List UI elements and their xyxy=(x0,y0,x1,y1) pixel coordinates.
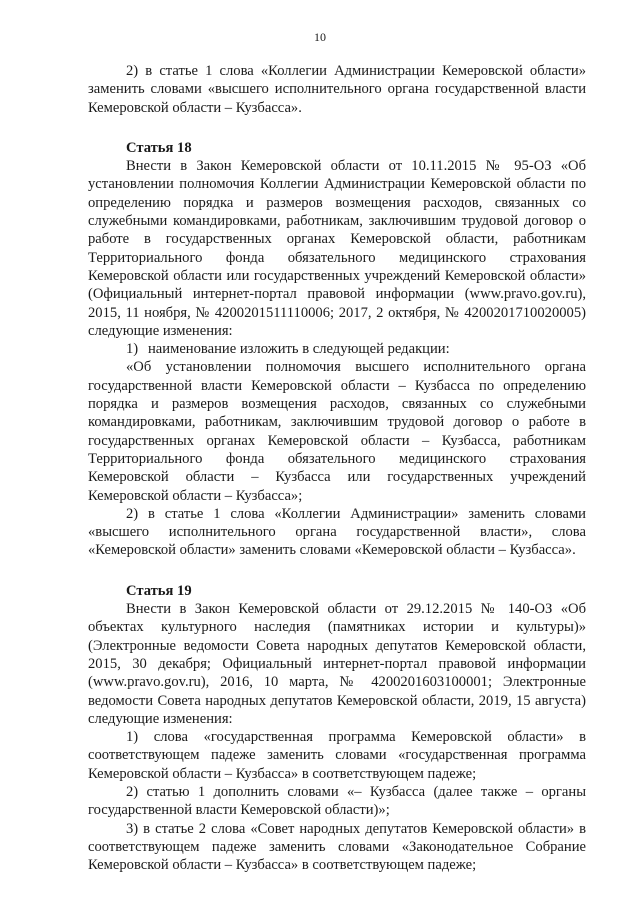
article-18-intro: Внести в Закон Кемеровской области от 10.11.2015 № 95-ОЗ «Об установлении полномочия Коллегии Администрации Кемеровской области по определению порядка и размеров возмещения расходов, связанных со служебными командировками, работникам, заключившим трудовой договор о работе в государственных органах Кемеровской области, работникам Территориального фонда обязательного медицинского страхования Кемеровской области или государственных учреждений Кемеровской области» (Официальный интернет-портал правовой информации (www.pravo.gov.ru), 2015, 11 ноября, № 4200201511110006; 2017, 2 октября, № 4200201710020005) следующие изменения: xyxy=(88,158,586,339)
article-18-heading: Статья 18 xyxy=(126,139,192,156)
article-18-quote: «Об установлении полномочия высшего исполнительного органа государственной власти Кемеровской области – Кузбасса по определению порядка и размеров возмещения расходов, связанных со служебными командировками, работникам, заключившим трудовой договор о работе в государственных органах Кемеровской области – Кузбасса, работникам Территориального фонда обязательного медицинского страхования Кемеровской области – Кузбасса или государственных учреждений Кемеровской области – Кузбасса»; xyxy=(88,359,586,504)
article-19-intro: Внести в Закон Кемеровской области от 29.12.2015 № 140-ОЗ «Об объектах культурного наследия (памятниках истории и культуры)» (Электронные ведомости Совета народных депутатов Кемеровской области, 2015, 30 декабря; Официальный интернет-портал правовой информации (www.pravo.gov.ru), 2016, 10 марта, № 4200201603100001; Электронные ведомости Совета народных депутатов Кемеровской области, 2019, 15 августа) следующие изменения: xyxy=(88,601,586,727)
document-body xyxy=(88,62,586,874)
article-19-item-1: 1) слова «государственная программа Кемеровской области» в соответствующем падеже заменить словами «государственная программа Кемеровской области – Кузбасса» в соответствующем падеже; xyxy=(88,729,586,782)
article-18-item-1 xyxy=(88,340,586,358)
article-18-item-1-text: наименование изложить в следующей редакции: xyxy=(148,341,450,358)
article-19-item-3: 3) в статье 2 слова «Совет народных депутатов Кемеровской области» в соответствующем падеже заменить словами «Законодательное Собрание Кемеровской области – Кузбасса» в соответствующем падеже; xyxy=(88,820,586,874)
article-18-item-2: 2) в статье 1 слова «Коллегии Администрации» заменить словами «высшего исполнительного органа государственной власти», слова «Кемеровской области» заменить словами «Кемеровской области – Кузбасса». xyxy=(88,505,586,559)
article-19-item-2: 2) статью 1 дополнить словами «– Кузбасса (далее также – органы государственной власти Кемеровской области)»; xyxy=(88,783,586,819)
article-18-item-1-number: 1) xyxy=(126,341,139,358)
article-19-heading: Статья 19 xyxy=(126,582,192,599)
paragraph-top-item2: 2) в статье 1 слова «Коллегии Администрации Кемеровской области» заменить словами «высшего исполнительного органа государственной власти Кемеровской области – Кузбасса». xyxy=(88,63,586,116)
page-number: 10 xyxy=(314,30,326,44)
